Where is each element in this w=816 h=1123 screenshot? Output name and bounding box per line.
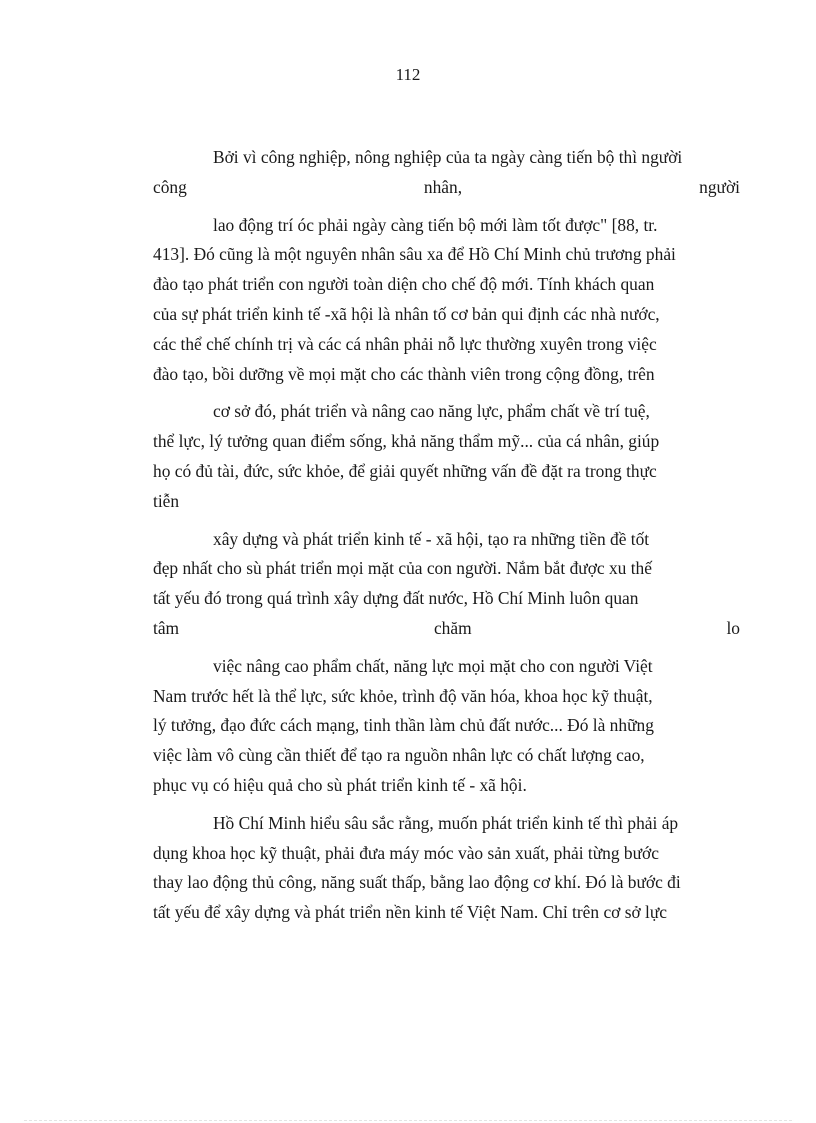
text-line: Hồ Chí Minh hiểu sâu sắc rằng, muốn phát triển kinh tế thì phải áp (213, 812, 679, 833)
word: tâm (153, 617, 180, 638)
text-line: cơ sở đó, phát triển và nâng cao năng lực, phẩm chất về trí tuệ, (213, 401, 650, 422)
text-line: việc nâng cao phẩm chất, năng lực mọi mặt cho con người Việt (213, 655, 653, 676)
word: công (153, 176, 187, 197)
justified-line (153, 614, 740, 644)
text-line: 413]. Đó cũng là một nguyên nhân sâu xa để Hồ Chí Minh chủ trương phải (153, 244, 676, 265)
justified-line (153, 173, 740, 203)
text-line: phục vụ có hiệu quả cho sù phát triển kinh tế - xã hội. (153, 774, 527, 795)
text-line: đẹp nhất cho sù phát triển mọi mặt của con người. Nắm bắt được xu thế (153, 558, 652, 579)
page-bottom-divider (24, 1120, 792, 1121)
text-line: đào tạo, bồi dưỡng về mọi mặt cho các thành viên trong cộng đồng, trên (153, 363, 655, 384)
body-text (153, 143, 740, 928)
text-line: thể lực, lý tưởng quan điểm sống, khả năng thẩm mỹ... của cá nhân, giúp (153, 431, 660, 452)
text-line: lao động trí óc phải ngày càng tiến bộ mới làm tốt được" [88, tr. (213, 214, 658, 235)
word: người (699, 176, 740, 197)
text-line: các thể chế chính trị và các cá nhân phải nỗ lực thường xuyên trong việc (153, 333, 657, 354)
text-line: họ có đủ tài, đức, sức khỏe, để giải quyết những vấn đề đặt ra trong thực (153, 460, 657, 481)
text-line: tất yếu để xây dựng và phát triển nền kinh tế Việt Nam. Chỉ trên cơ sở lực (153, 902, 667, 923)
text-line: xây dựng và phát triển kinh tế - xã hội, tạo ra những tiền đề tốt (213, 528, 650, 549)
text-line: việc làm vô cùng cần thiết để tạo ra nguồn nhân lực có chất lượng cao, (153, 745, 645, 766)
text-line: thay lao động thủ công, năng suất thấp, bằng lao động cơ khí. Đó là bước đi (153, 872, 681, 893)
text-line: dụng khoa học kỹ thuật, phải đưa máy móc vào sản xuất, phải từng bước (153, 842, 659, 863)
text-line: tất yếu đó trong quá trình xây dựng đất nước, Hồ Chí Minh luôn quan (153, 588, 639, 609)
text-line: Bởi vì công nghiệp, nông nghiệp của ta ngày càng tiến bộ thì người (213, 147, 683, 167)
text-line: đào tạo phát triển con người toàn diện cho chế độ mới. Tính khách quan (153, 274, 655, 295)
text-line: tiễn (153, 490, 180, 511)
text-line: Nam trước hết là thể lực, sức khỏe, trình độ văn hóa, khoa học kỹ thuật, (153, 685, 653, 706)
text-line: lý tưởng, đạo đức cách mạng, tinh thần làm chủ đất nước... Đó là những (153, 715, 654, 736)
word: chăm (433, 617, 472, 638)
text-line: của sự phát triển kinh tế -xã hội là nhân tố cơ bản qui định các nhà nước, (153, 303, 660, 324)
word: nhân, (423, 176, 463, 197)
page-number: 112 (395, 65, 421, 84)
word: lo (726, 617, 740, 638)
